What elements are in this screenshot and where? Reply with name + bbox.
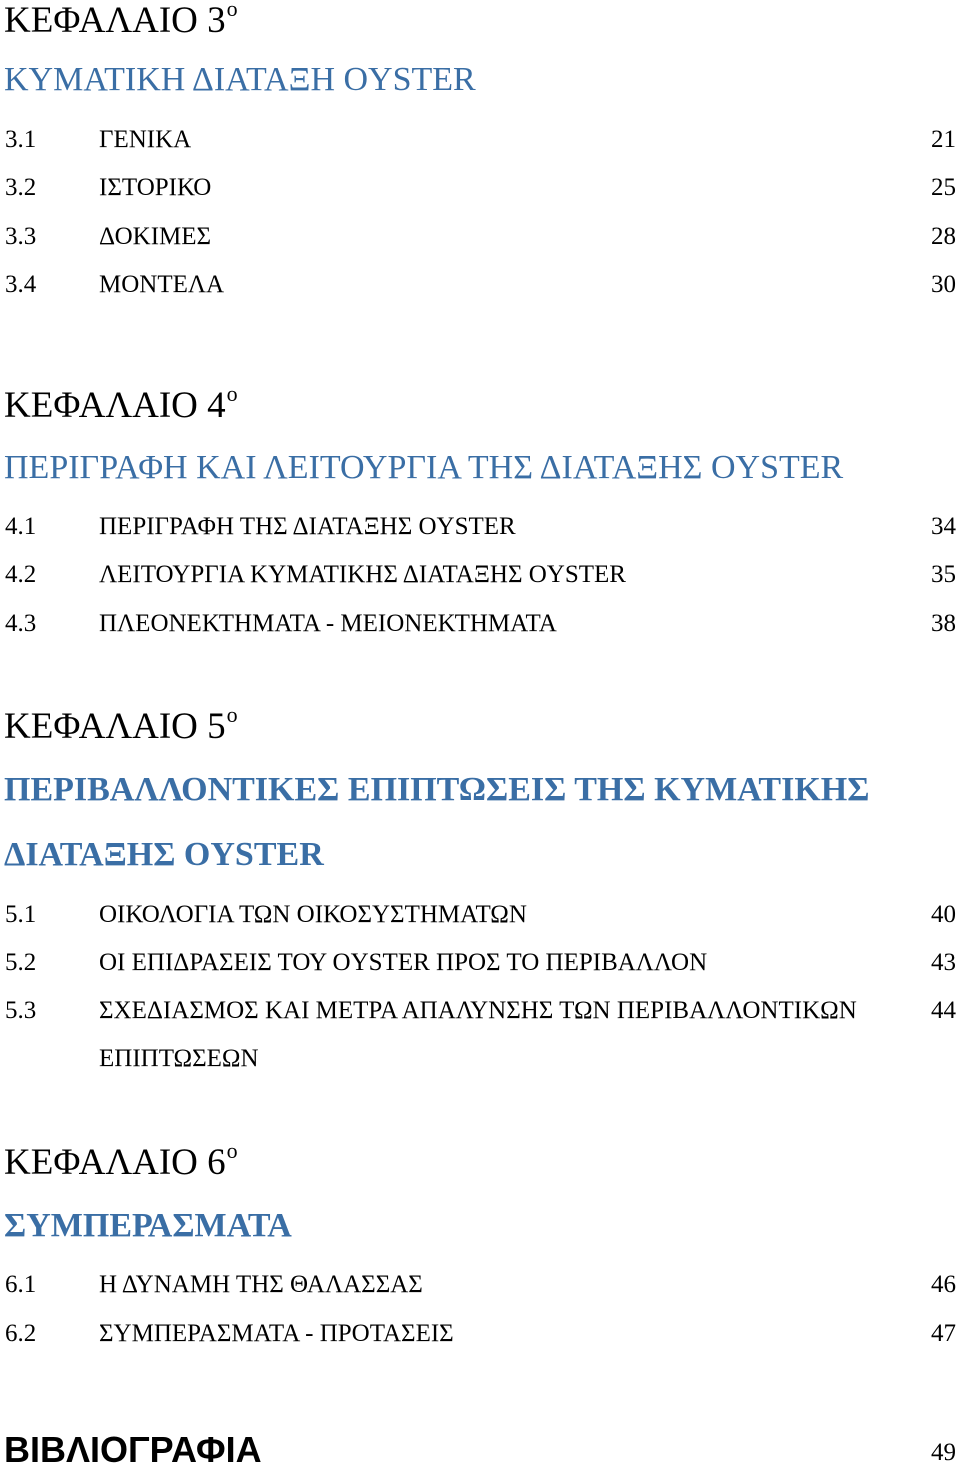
toc-entry-number: 3.2 [5, 174, 37, 201]
chapter-4-subtitle: ΠΕΡΙΓΡΑΦΗ ΚΑΙ ΛΕΙΤΟΥΡΓΙΑ ΤΗΣ ΔΙΑΤΑΞΗΣ OYSTER [4, 449, 844, 486]
bibliography-heading[interactable]: ΒΙΒΛΙΟΓΡΑΦΙΑ [4, 1429, 262, 1470]
toc-entry-title[interactable]: ΠΕΡΙΓΡΑΦΗ ΤΗΣ ΔΙΑΤΑΞΗΣ OYSTER [99, 513, 516, 540]
chapter-6-subtitle: ΣΥΜΠΕΡΑΣΜΑΤΑ [4, 1207, 292, 1244]
toc-entry-number: 3.3 [5, 223, 37, 250]
chapter-4-heading: ΚΕΦΑΛΑΙΟ $4^o$ [4, 381, 238, 426]
chapter-3-heading: ΚΕΦΑΛΑΙΟ $3^o$ [4, 0, 238, 41]
toc-entry-number: 5.3 [5, 997, 37, 1024]
toc-entry-title-continuation[interactable]: ΕΠΙΠΤΩΣΕΩΝ [99, 1045, 259, 1072]
chapter-5-heading: ΚΕΦΑΛΑΙΟ $5^o$ [4, 702, 238, 747]
toc-entry-number: 6.1 [5, 1271, 37, 1298]
toc-entry-number: 6.2 [5, 1320, 37, 1347]
toc-entry-title[interactable]: ΟΙ ΕΠΙΔΡΑΣΕΙΣ ΤΟΥ OYSTER ΠΡΟΣ ΤΟ ΠΕΡΙΒΑΛΛΟΝ [99, 949, 708, 976]
toc-entry-title[interactable]: ΙΣΤΟΡΙΚΟ [99, 174, 212, 201]
toc-entry-number: 5.2 [5, 949, 37, 976]
toc-entry-number: 4.2 [5, 561, 37, 588]
toc-entry-page: 30 [931, 271, 956, 298]
toc-entry-number: 4.1 [5, 513, 37, 540]
toc-entry-title[interactable]: ΠΛΕΟΝΕΚΤΗΜΑΤΑ - ΜΕΙΟΝΕΚΤΗΜΑΤΑ [99, 610, 557, 637]
toc-entry-number: 4.3 [5, 610, 37, 637]
toc-entry-title[interactable]: ΓΕΝΙΚΑ [99, 126, 192, 153]
toc-entry-page: 46 [931, 1271, 956, 1298]
toc-entry-page: 21 [931, 126, 956, 153]
toc-entry-page: 25 [931, 174, 956, 201]
toc-entry-page: 38 [931, 610, 956, 637]
toc-entry-title[interactable]: ΣΥΜΠΕΡΑΣΜΑΤΑ - ΠΡΟΤΑΣΕΙΣ [99, 1320, 454, 1347]
toc-entry-number: 5.1 [5, 901, 37, 928]
toc-entry-page: 35 [931, 561, 956, 588]
toc-entry-title[interactable]: ΛΕΙΤΟΥΡΓΙΑ ΚΥΜΑΤΙΚΗΣ ΔΙΑΤΑΞΗΣ OYSTER [99, 561, 626, 588]
toc-entry-title[interactable]: ΔΟΚΙΜΕΣ [99, 223, 212, 250]
toc-entry-page: 28 [931, 223, 956, 250]
toc-entry-page: 43 [931, 949, 956, 976]
chapter-3-subtitle: ΚΥΜΑΤΙΚΗ ΔΙΑΤΑΞΗ OYSTER [4, 61, 476, 98]
chapter-5-subtitle: ΠΕΡΙΒΑΛΛΟΝΤΙΚΕΣ ΕΠΙΠΤΩΣΕΙΣ ΤΗΣ ΚΥΜΑΤΙΚΗΣ [4, 771, 870, 808]
toc-entry-number: 3.1 [5, 126, 37, 153]
chapter-5-subtitle-line-2: ΔΙΑΤΑΞΗΣ OYSTER [4, 836, 324, 873]
chapter-6-heading: ΚΕΦΑΛΑΙΟ $6^o$ [4, 1138, 238, 1183]
toc-entry-page: 44 [931, 997, 956, 1024]
toc-entry-title[interactable]: ΟΙΚΟΛΟΓΙΑ ΤΩΝ ΟΙΚΟΣΥΣΤΗΜΑΤΩΝ [99, 901, 527, 928]
toc-entry-page: 47 [931, 1320, 956, 1347]
bibliography-page: 49 [931, 1439, 956, 1466]
toc-entry-title[interactable]: ΣΧΕΔΙΑΣΜΟΣ ΚΑΙ ΜΕΤΡΑ ΑΠΑΛΥΝΣΗΣ ΤΩΝ ΠΕΡΙΒΑΛΛΟΝΤΙΚΩΝ [99, 997, 857, 1024]
toc-entry-page: 40 [931, 901, 956, 928]
toc-entry-title[interactable]: ΜΟΝΤΕΛΑ [99, 271, 225, 298]
toc-entry-number: 3.4 [5, 271, 37, 298]
toc-entry-title[interactable]: Η ΔΥΝΑΜΗ ΤΗΣ ΘΑΛΑΣΣΑΣ [99, 1271, 423, 1298]
toc-entry-page: 34 [931, 513, 956, 540]
